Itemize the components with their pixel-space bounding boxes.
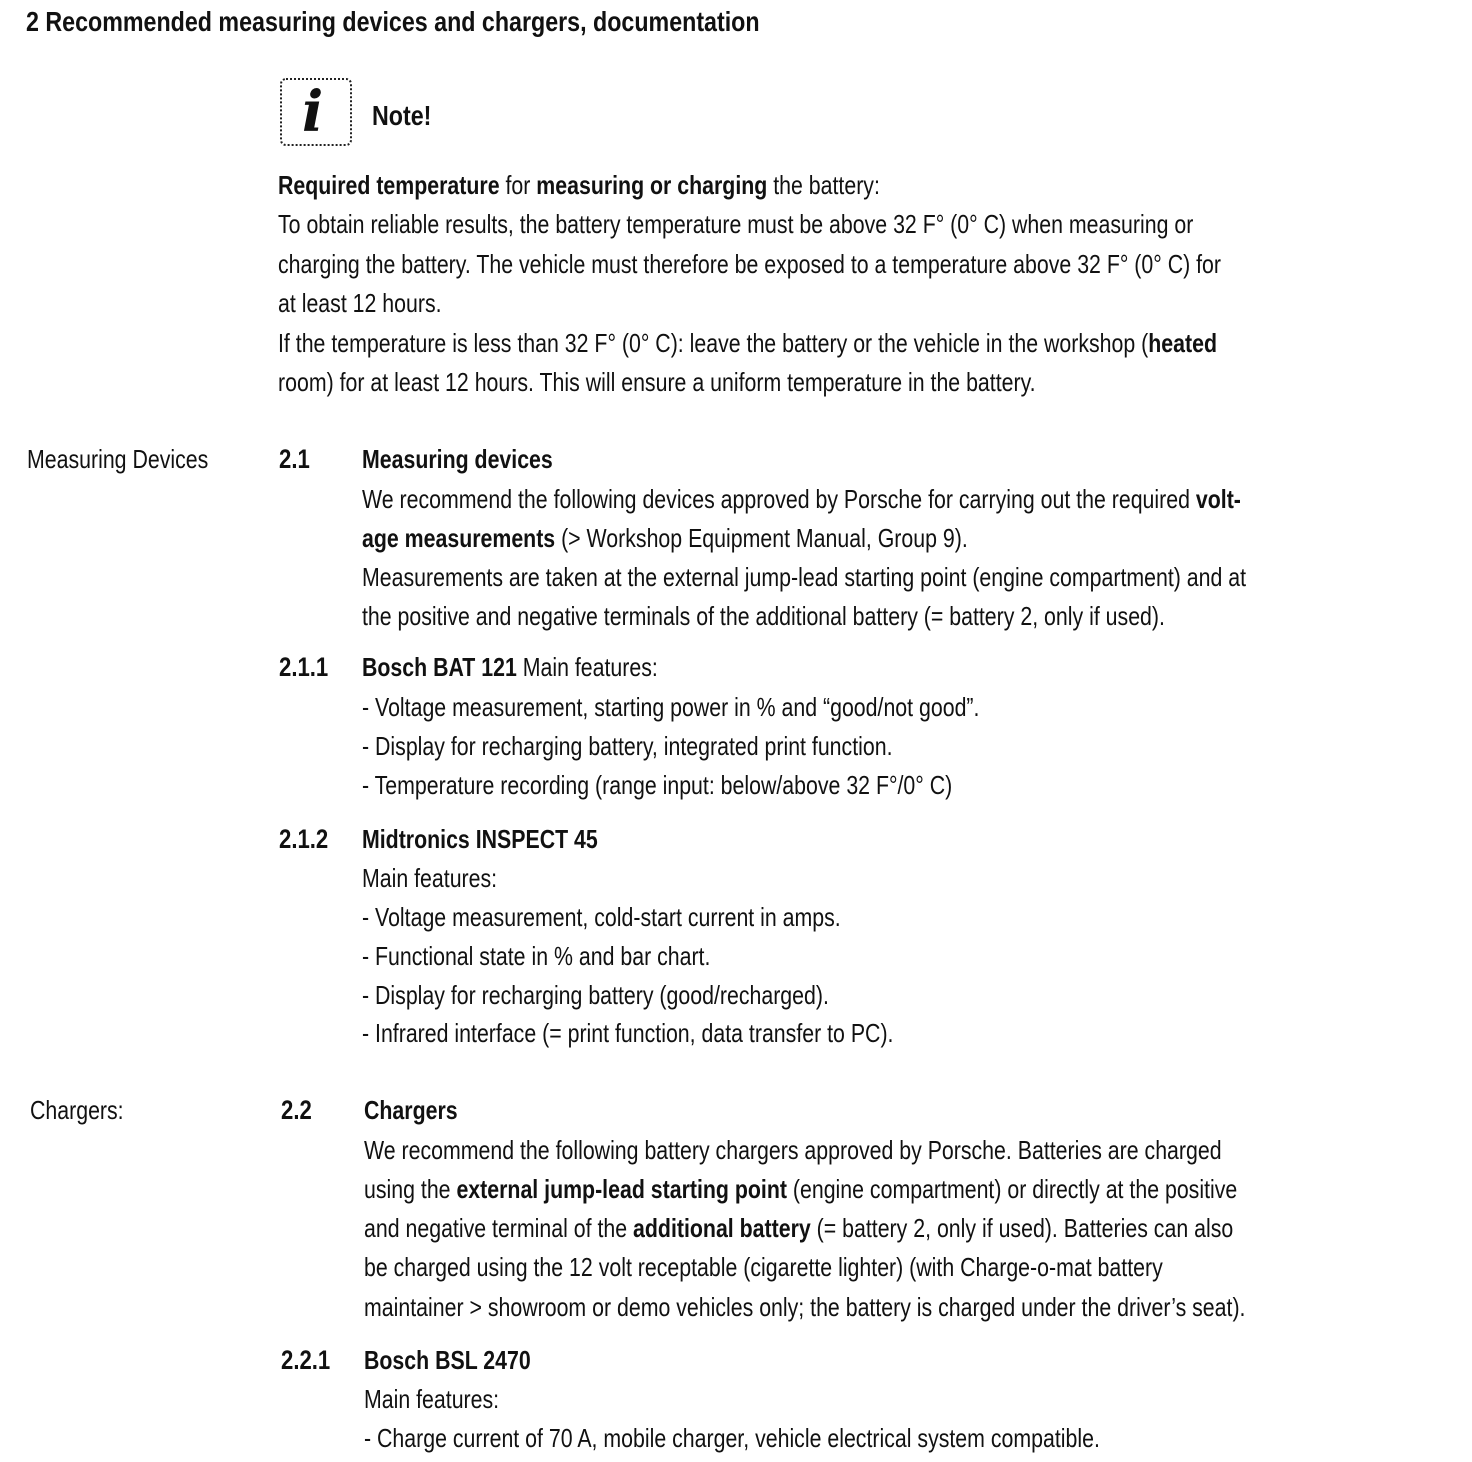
list-item: - Voltage measurement, cold-start current in amps. <box>362 902 841 932</box>
section-2-1-line-2a: age measurements <box>362 523 556 553</box>
section-title-2-1-2: Midtronics INSPECT 45 <box>362 824 598 854</box>
info-icon <box>280 78 352 146</box>
section-2-2-line-1: We recommend the following battery chargers approved by Porsche. Batteries are charged <box>364 1135 1222 1165</box>
section-2-2-line-5: maintainer > showroom or demo vehicles only; the battery is charged under the driver’s seat). <box>364 1292 1246 1322</box>
note-heading-mid: for <box>499 170 537 200</box>
section-title-2-1-1-suffix: Main features: <box>516 652 658 682</box>
section-title-2-2: Chargers <box>364 1095 458 1125</box>
section-2-1-line-1a: We recommend the following devices approved by Porsche for carrying out the required <box>362 484 1196 514</box>
list-item: - Functional state in % and bar chart. <box>362 941 711 971</box>
note-line-4b: heated <box>1148 328 1218 358</box>
note-line-2: charging the battery. The vehicle must therefore be exposed to a temperature above 32 F° (0° C) for <box>278 249 1222 279</box>
section-2-1-line-1b: volt- <box>1195 484 1241 514</box>
section-2-1-line-2b: (> Workshop Equipment Manual, Group 9). <box>555 523 968 553</box>
section-2-2-line-3a: and negative terminal of the <box>364 1213 634 1243</box>
note-line-4 <box>278 328 1217 358</box>
section-number-2-2: 2.2 <box>281 1095 312 1125</box>
note-label: Note! <box>372 100 432 131</box>
section-2-2-line-2a: using the <box>364 1174 457 1204</box>
list-item: - Charge current of 70 A, mobile charger, vehicle electrical system compatible. <box>364 1423 1100 1453</box>
list-item: - Voltage measurement, starting power in % and “good/not good”. <box>362 692 980 722</box>
margin-label-chargers: Chargers: <box>30 1095 124 1125</box>
section-title-2-1-1-bold: Bosch BAT 121 <box>362 652 517 682</box>
section-number-2-1-2: 2.1.2 <box>279 824 329 854</box>
section-2-2-line-2c: (engine compartment) or directly at the positive <box>786 1174 1238 1204</box>
note-line-5: room) for at least 12 hours. This will ensure a uniform temperature in the battery. <box>278 367 1036 397</box>
section-2-2-line-2 <box>364 1174 1237 1204</box>
page-title: 2 Recommended measuring devices and chargers, documentation <box>26 6 760 37</box>
section-number-2-2-1: 2.2.1 <box>281 1345 331 1375</box>
note-heading-bold2: measuring or charging <box>536 170 768 200</box>
section-title-2-1-1 <box>362 652 658 682</box>
section-2-2-line-3c: (= battery 2, only if used). Batteries can also <box>810 1213 1234 1243</box>
section-2-2-line-3 <box>364 1213 1233 1243</box>
section-2-2-1-subtitle: Main features: <box>364 1384 500 1414</box>
note-line-1: To obtain reliable results, the battery temperature must be above 32 F° (0° C) when measuring or <box>278 209 1194 239</box>
section-2-2-line-4: be charged using the 12 volt receptable (cigarette lighter) (with Charge-o-mat battery <box>364 1252 1163 1282</box>
section-title-2-1: Measuring devices <box>362 444 553 474</box>
note-heading-bold1: Required temperature <box>278 170 500 200</box>
section-2-1-line-4: the positive and negative terminals of the additional battery (= battery 2, only if used). <box>362 601 1165 631</box>
section-title-2-2-1: Bosch BSL 2470 <box>364 1345 531 1375</box>
list-item: - Infrared interface (= print function, data transfer to PC). <box>362 1018 894 1048</box>
note-line-3: at least 12 hours. <box>278 288 442 318</box>
margin-label-measuring-devices: Measuring Devices <box>27 444 209 474</box>
info-icon-glyph: i <box>302 79 324 145</box>
section-2-1-line-2 <box>362 523 968 553</box>
section-number-2-1: 2.1 <box>279 444 310 474</box>
section-2-2-line-2b: external jump-lead starting point <box>456 1174 787 1204</box>
note-heading-end: the battery: <box>767 170 880 200</box>
list-item: - Display for recharging battery, integrated print function. <box>362 731 893 761</box>
section-2-1-2-subtitle: Main features: <box>362 863 498 893</box>
list-item: - Display for recharging battery (good/recharged). <box>362 980 829 1010</box>
note-heading <box>278 170 880 200</box>
section-2-1-line-3: Measurements are taken at the external jump-lead starting point (engine compartment) and at <box>362 562 1247 592</box>
note-line-4a: If the temperature is less than 32 F° (0° C): leave the battery or the vehicle in the workshop ( <box>278 328 1149 358</box>
section-number-2-1-1: 2.1.1 <box>279 652 329 682</box>
list-item: - Temperature recording (range input: below/above 32 F°/0° C) <box>362 770 953 800</box>
section-2-2-line-3b: additional battery <box>633 1213 811 1243</box>
section-2-1-line-1 <box>362 484 1241 514</box>
